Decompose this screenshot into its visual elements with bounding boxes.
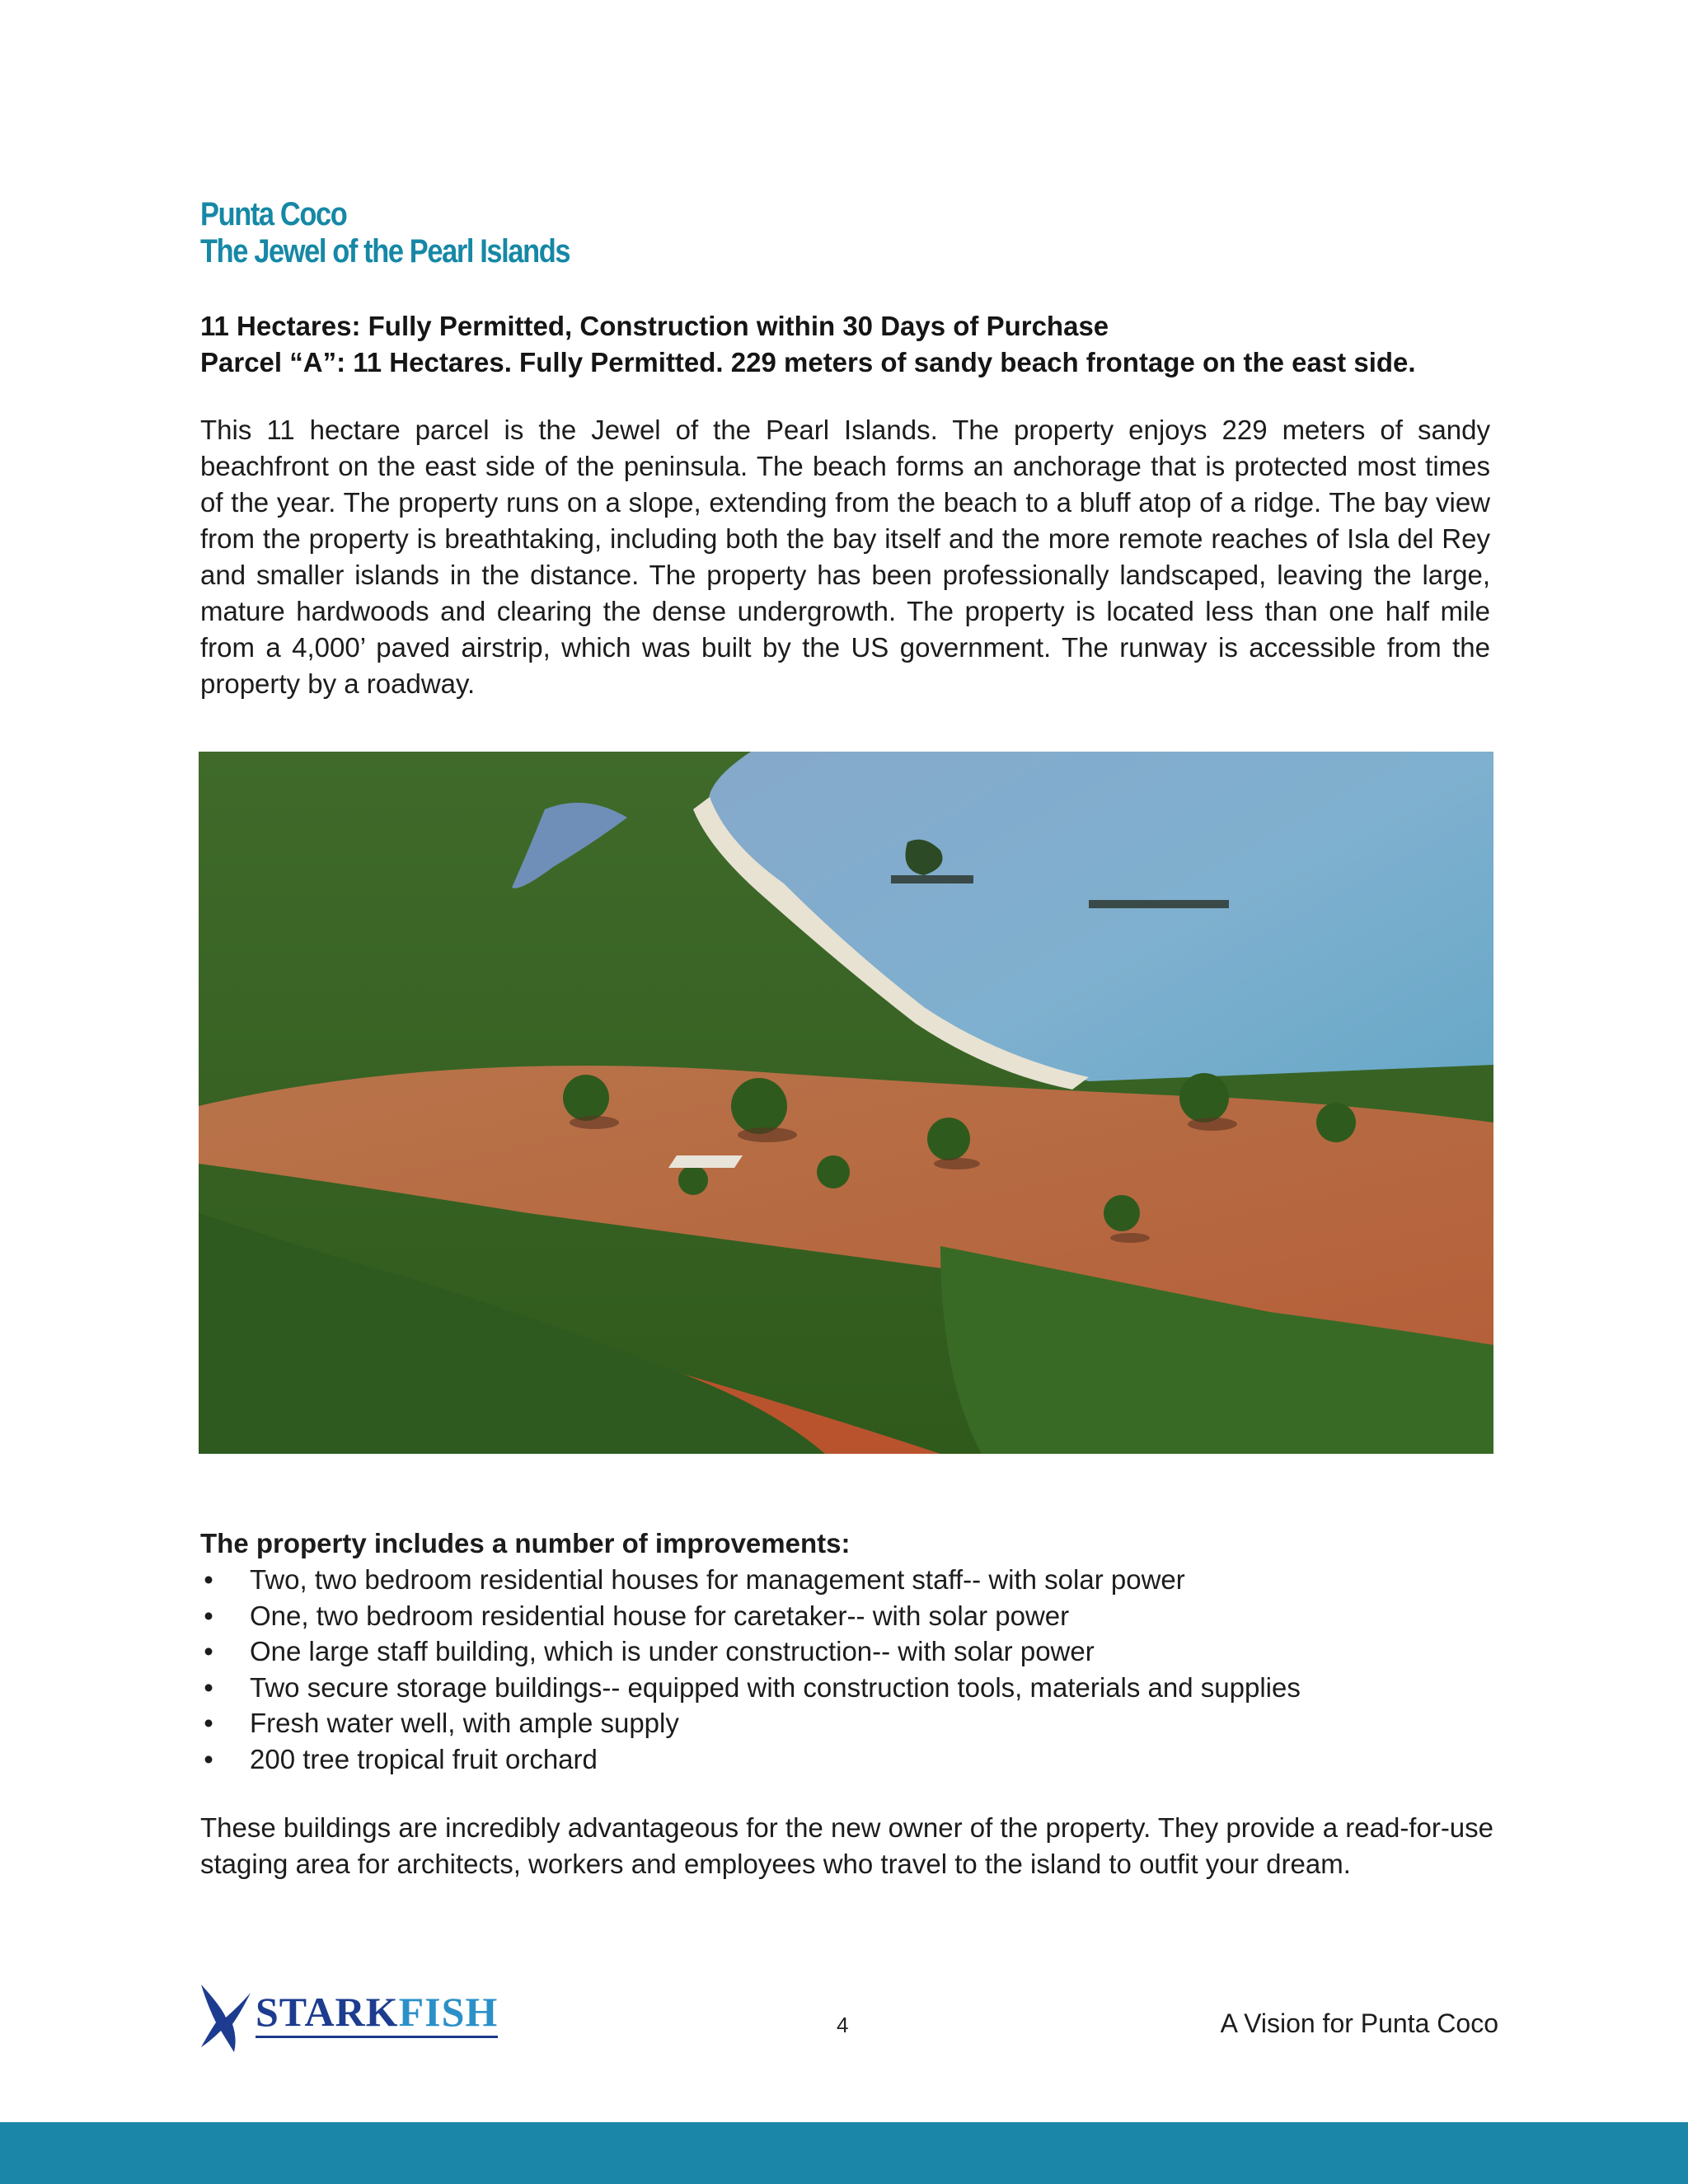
bullet-icon: • bbox=[204, 1743, 213, 1774]
starkfish-logo bbox=[196, 1981, 526, 2055]
footer-tagline: A Vision for Punta Coco bbox=[1220, 2008, 1498, 2038]
bottom-color-bar bbox=[0, 2122, 1688, 2184]
closing-paragraph: These buildings are incredibly advantageous for the new owner of the property. They provide a read-for-use staging area for architects, workers and employees who travel to the island to outfit your dream. bbox=[200, 1812, 1494, 1879]
improvements-heading: The property includes a number of improvements: bbox=[200, 1528, 851, 1558]
starfish-icon bbox=[196, 1981, 256, 2055]
subheading-line-1: 11 Hectares: Fully Permitted, Construction within 30 Days of Purchase bbox=[200, 311, 1109, 341]
bullet-icon: • bbox=[204, 1600, 213, 1631]
improvements-section bbox=[200, 1526, 1494, 1777]
aerial-property-photo bbox=[199, 752, 1493, 1454]
list-item: • 200 tree tropical fruit orchard bbox=[200, 1741, 1494, 1778]
list-item: • One, two bedroom residential house for caretaker-- with solar power bbox=[200, 1598, 1494, 1634]
bullet-icon: • bbox=[204, 1636, 213, 1666]
subheading-block bbox=[200, 308, 1494, 381]
list-item: • Two, two bedroom residential houses for management staff-- with solar power bbox=[200, 1562, 1494, 1598]
intro-paragraph: This 11 hectare parcel is the Jewel of the Pearl Islands. The property enjoys 229 meters of sandy beachfront on the east side of the peninsula. The beach forms an anchorage that is protected most times of the year. The property runs on a slope, extending from the beach to a bluff atop of a ridge. The bay view from the property is breathtaking, including both the bay itself and the more remote reaches of Isla del Rey and smaller islands in the distance. The property has been professionally landscaped, leaving the large, mature hardwoods and clearing the dense undergrowth. The property is located less than one half mile from a 4,000’ paved airstrip, which was built by the US government. The runway is accessible from the property by a roadway. bbox=[200, 415, 1490, 699]
improvements-list bbox=[200, 1562, 1494, 1777]
bullet-icon: • bbox=[204, 1708, 213, 1738]
list-item: • Two secure storage buildings-- equipped with construction tools, materials and supplies bbox=[200, 1670, 1494, 1706]
list-item: • One large staff building, which is under construction-- with solar power bbox=[200, 1633, 1494, 1670]
subheading-line-2: Parcel “A”: 11 Hectares. Fully Permitted. 229 meters of sandy beach frontage on the east side. bbox=[200, 347, 1416, 377]
bullet-icon: • bbox=[204, 1671, 213, 1703]
bullet-icon: • bbox=[204, 1564, 213, 1595]
page-title: Punta Coco bbox=[200, 196, 347, 232]
page-number: 4 bbox=[837, 2013, 849, 2037]
list-item: • Fresh water well, with ample supply bbox=[200, 1705, 1494, 1741]
page-subtitle: The Jewel of the Pearl Islands bbox=[200, 233, 570, 269]
logo-wordmark: STARKFISH bbox=[256, 1988, 498, 2038]
title-block bbox=[200, 196, 630, 270]
